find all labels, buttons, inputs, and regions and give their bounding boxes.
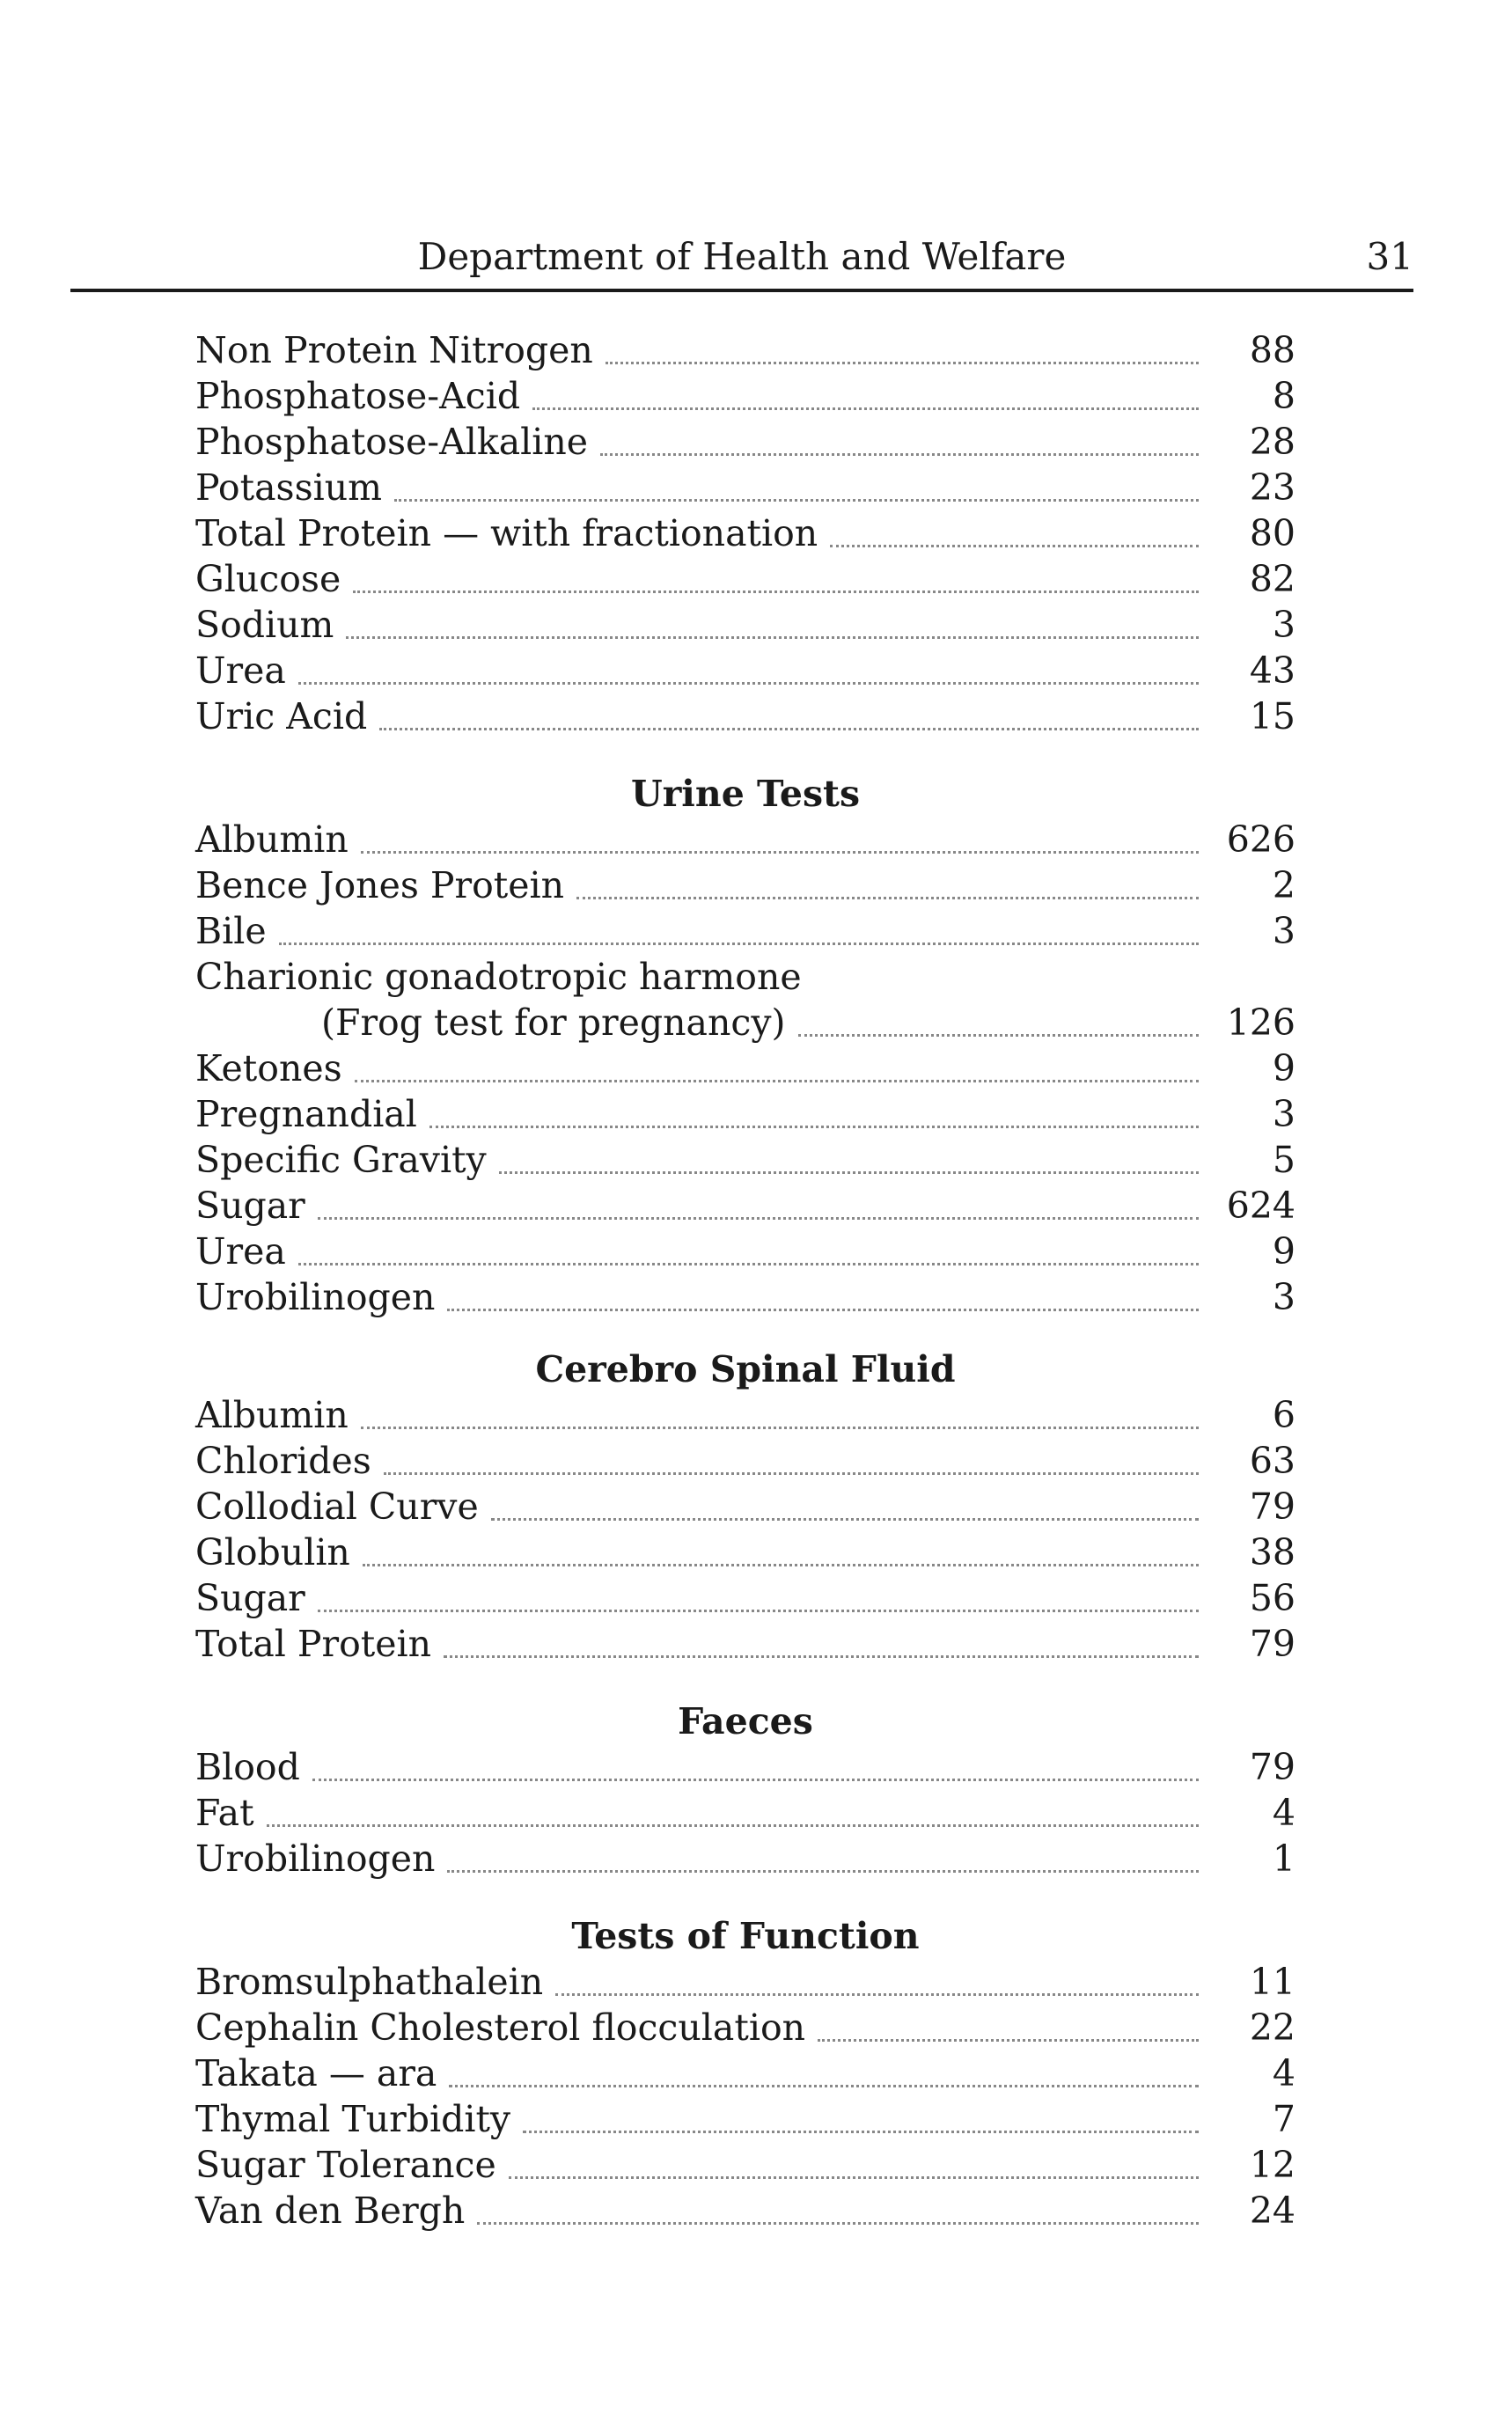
leader-dots bbox=[447, 1309, 1199, 1311]
list-item bbox=[195, 2188, 1295, 2234]
row-label: Sugar Tolerance bbox=[195, 2144, 496, 2186]
row-label: Glucose bbox=[195, 558, 341, 600]
row-value: 79 bbox=[1249, 1746, 1295, 1788]
list-item bbox=[195, 1229, 1295, 1274]
row-value: 88 bbox=[1249, 329, 1295, 371]
row-label: Van den Bergh bbox=[195, 2190, 466, 2232]
list-item bbox=[195, 327, 1295, 373]
row-value: 80 bbox=[1249, 512, 1295, 554]
leader-dots bbox=[361, 851, 1199, 854]
row-label: Cephalin Cholesterol flocculation bbox=[195, 2006, 806, 2049]
leader-dots bbox=[576, 897, 1199, 899]
row-value: 126 bbox=[1226, 1001, 1295, 1044]
leader-dots bbox=[818, 2039, 1199, 2042]
list-item bbox=[195, 1137, 1295, 1183]
row-label: Potassium bbox=[195, 466, 383, 509]
list-item bbox=[195, 862, 1295, 908]
row-label: Fat bbox=[195, 1792, 254, 1834]
row-value: 11 bbox=[1249, 1961, 1295, 2003]
list-item bbox=[195, 556, 1295, 602]
row-label: Uric Acid bbox=[195, 695, 368, 737]
row-label: Sodium bbox=[195, 604, 334, 646]
row-value: 12 bbox=[1249, 2144, 1295, 2186]
leader-dots bbox=[298, 1263, 1199, 1265]
row-value: 7 bbox=[1272, 2098, 1295, 2140]
leader-dots bbox=[267, 1824, 1199, 1827]
list-item bbox=[195, 2005, 1295, 2050]
row-value: 5 bbox=[1272, 1139, 1295, 1181]
list-item bbox=[195, 2096, 1295, 2142]
list-item bbox=[195, 1274, 1295, 1320]
list-item bbox=[195, 1836, 1295, 1882]
leader-dots bbox=[798, 1034, 1199, 1037]
list-item bbox=[195, 908, 1295, 954]
row-value: 23 bbox=[1249, 466, 1295, 509]
row-value: 9 bbox=[1272, 1230, 1295, 1273]
header-rule bbox=[70, 289, 1413, 292]
row-label: Collodial Curve bbox=[195, 1485, 479, 1528]
row-value: 79 bbox=[1249, 1485, 1295, 1528]
row-label: Pregnandial bbox=[195, 1093, 417, 1135]
row-value: 15 bbox=[1249, 695, 1295, 737]
leader-dots bbox=[318, 1217, 1199, 1220]
leader-dots bbox=[606, 362, 1199, 364]
leader-dots bbox=[355, 1080, 1199, 1082]
list-item bbox=[195, 1183, 1295, 1229]
row-value: 8 bbox=[1272, 375, 1295, 417]
row-label: Thymal Turbidity bbox=[195, 2098, 511, 2140]
leader-dots bbox=[523, 2131, 1199, 2133]
section-heading: Faeces bbox=[678, 1700, 813, 1742]
leader-dots bbox=[600, 453, 1199, 456]
row-label: Bence Jones Protein bbox=[195, 864, 565, 906]
list-item bbox=[195, 1575, 1295, 1621]
row-value: 1 bbox=[1272, 1838, 1295, 1880]
leader-dots bbox=[532, 407, 1199, 410]
row-value: 626 bbox=[1226, 818, 1295, 861]
row-label: Urobilinogen bbox=[195, 1838, 436, 1880]
row-label: (Frog test for pregnancy) bbox=[321, 1001, 786, 1044]
row-label: Specific Gravity bbox=[195, 1139, 487, 1181]
row-value: 4 bbox=[1272, 1792, 1295, 1834]
row-value: 3 bbox=[1272, 604, 1295, 646]
page-number: 31 bbox=[1366, 235, 1413, 278]
row-value: 79 bbox=[1249, 1623, 1295, 1665]
list-item bbox=[195, 1529, 1295, 1575]
leader-dots bbox=[361, 1427, 1199, 1429]
row-label: Sugar bbox=[195, 1185, 305, 1227]
list-item bbox=[195, 419, 1295, 465]
row-label: Bromsulphathalein bbox=[195, 1961, 544, 2003]
row-value: 82 bbox=[1249, 558, 1295, 600]
leader-dots bbox=[830, 545, 1199, 547]
leader-dots bbox=[491, 1518, 1199, 1521]
row-label: Urea bbox=[195, 1230, 286, 1273]
row-label: Total Protein bbox=[195, 1623, 432, 1665]
list-item bbox=[195, 648, 1295, 693]
leader-dots bbox=[298, 682, 1199, 685]
list-item bbox=[195, 693, 1295, 739]
list-item bbox=[195, 1959, 1295, 2005]
row-value: 3 bbox=[1272, 1276, 1295, 1318]
row-value: 9 bbox=[1272, 1047, 1295, 1089]
leader-dots bbox=[353, 590, 1199, 593]
row-label: Takata — ara bbox=[195, 2052, 437, 2094]
list-item bbox=[195, 954, 1295, 1000]
leader-dots bbox=[477, 2222, 1199, 2225]
row-value: 3 bbox=[1272, 910, 1295, 952]
leader-dots bbox=[346, 636, 1199, 639]
row-label: Phosphatose-Acid bbox=[195, 375, 521, 417]
row-value: 624 bbox=[1226, 1185, 1295, 1227]
list-item bbox=[195, 465, 1295, 510]
list-item bbox=[195, 1045, 1295, 1091]
row-label: Total Protein — with fractionation bbox=[195, 512, 818, 554]
row-value: 24 bbox=[1249, 2190, 1295, 2232]
leader-dots bbox=[384, 1472, 1199, 1475]
list-item bbox=[195, 2050, 1295, 2096]
running-header bbox=[70, 231, 1413, 283]
list-item bbox=[195, 2142, 1295, 2188]
row-label: Urobilinogen bbox=[195, 1276, 436, 1318]
row-value: 56 bbox=[1249, 1577, 1295, 1619]
row-label: Bile bbox=[195, 910, 267, 952]
row-value: 6 bbox=[1272, 1394, 1295, 1436]
leader-dots bbox=[509, 2176, 1199, 2179]
leader-dots bbox=[312, 1779, 1199, 1781]
row-label: Sugar bbox=[195, 1577, 305, 1619]
leader-dots bbox=[555, 1993, 1199, 1996]
row-value: 38 bbox=[1249, 1531, 1295, 1573]
row-label: Charionic gonadotropic harmone bbox=[195, 956, 802, 998]
row-label: Blood bbox=[195, 1746, 300, 1788]
row-value: 63 bbox=[1249, 1440, 1295, 1482]
list-item bbox=[195, 1484, 1295, 1529]
row-label: Ketones bbox=[195, 1047, 342, 1089]
list-item bbox=[195, 373, 1295, 419]
list-item bbox=[195, 817, 1295, 862]
row-value: 3 bbox=[1272, 1093, 1295, 1135]
leader-dots bbox=[318, 1610, 1199, 1612]
list-item bbox=[195, 1000, 1295, 1045]
list-item bbox=[195, 1091, 1295, 1137]
leader-dots bbox=[363, 1564, 1199, 1566]
section-heading: Urine Tests bbox=[630, 773, 861, 815]
section-heading: Cerebro Spinal Fluid bbox=[535, 1348, 956, 1390]
row-value: 2 bbox=[1272, 864, 1295, 906]
leader-dots bbox=[279, 943, 1199, 945]
row-label: Albumin bbox=[195, 818, 349, 861]
leader-dots bbox=[444, 1655, 1199, 1658]
leader-dots bbox=[499, 1171, 1199, 1174]
row-value: 28 bbox=[1249, 421, 1295, 463]
row-label: Albumin bbox=[195, 1394, 349, 1436]
list-item bbox=[195, 1621, 1295, 1667]
list-item bbox=[195, 602, 1295, 648]
leader-dots bbox=[379, 728, 1199, 730]
row-label: Non Protein Nitrogen bbox=[195, 329, 593, 371]
row-label: Chlorides bbox=[195, 1440, 371, 1482]
list-item bbox=[195, 1744, 1295, 1790]
row-value: 43 bbox=[1249, 649, 1295, 692]
leader-dots bbox=[394, 499, 1199, 502]
leader-dots bbox=[447, 1870, 1199, 1873]
list-item bbox=[195, 510, 1295, 556]
list-item bbox=[195, 1790, 1295, 1836]
list-item bbox=[195, 1392, 1295, 1438]
list-item bbox=[195, 1438, 1295, 1484]
row-label: Globulin bbox=[195, 1531, 350, 1573]
row-label: Phosphatose-Alkaline bbox=[195, 421, 589, 463]
row-value: 4 bbox=[1272, 2052, 1295, 2094]
row-value: 22 bbox=[1249, 2006, 1295, 2049]
leader-dots bbox=[429, 1126, 1199, 1128]
section-heading: Tests of Function bbox=[571, 1915, 920, 1957]
row-label: Urea bbox=[195, 649, 286, 692]
header-title: Department of Health and Welfare bbox=[417, 235, 1067, 278]
leader-dots bbox=[449, 2085, 1199, 2087]
